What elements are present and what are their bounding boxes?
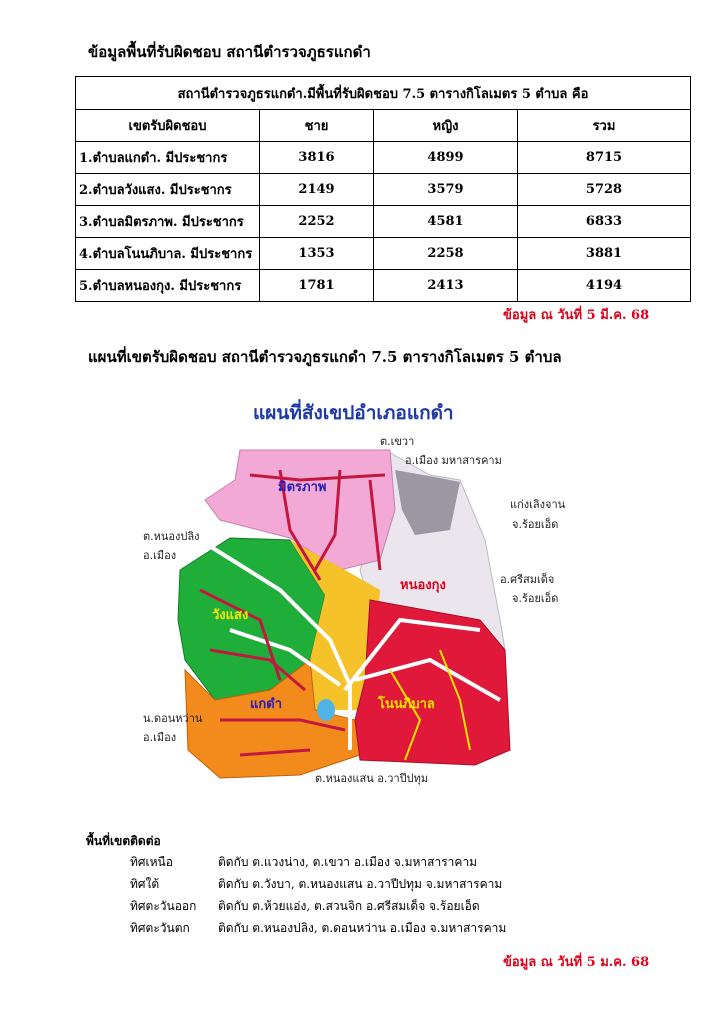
- row-name: 5.ตำบลหนองกุง. มีประชากร: [76, 270, 260, 302]
- row-male: 2252: [260, 206, 374, 238]
- section1-title: ข้อมูลพื้นที่รับผิดชอบ สถานีตำรวจภูธรแกดำ: [88, 43, 371, 61]
- zone-label-nongkung: หนองกุง: [400, 578, 446, 593]
- row-name: 2.ตำบลวังแสง. มีประชากร: [76, 174, 260, 206]
- map-title: แผนที่สังเขปอำเภอแกดำ: [253, 402, 454, 424]
- population-table: [75, 76, 691, 302]
- label-sw-2: อ.เมือง: [143, 731, 177, 744]
- label-south: ต.หนองแสน อ.วาปีปทุม: [315, 772, 429, 785]
- row-total: 6833: [518, 206, 691, 238]
- label-e-2: จ.ร้อยเอ็ด: [512, 592, 559, 605]
- label-ne-2: จ.ร้อยเอ็ด: [512, 518, 559, 531]
- header-female: หญิง: [374, 110, 518, 142]
- label-w-2: อ.เมือง: [143, 549, 177, 562]
- row-male: 3816: [260, 142, 374, 174]
- border-dir-south: ทิศใต้: [130, 877, 160, 891]
- pond: [317, 699, 335, 721]
- label-sw-1: น.ดอนหว่าน: [143, 712, 203, 725]
- table-row: [76, 270, 691, 302]
- border-dir-west: ทิศตะวันตก: [130, 921, 190, 935]
- zone-label-kaedam: แกดำ: [250, 697, 282, 712]
- row-male: 1353: [260, 238, 374, 270]
- label-north-1: ต.เขวา: [380, 435, 415, 448]
- label-w-1: ต.หนองปลิง: [143, 530, 200, 543]
- row-name: 1.ตำบลแกดำ. มีประชากร: [76, 142, 260, 174]
- border-text-east: ติดกับ ต.ห้วยแอ่ง, ต.สวนจิก อ.ศรีสมเด็จ จ.ร้อยเอ็ด: [218, 899, 480, 913]
- border-text-north: ติดกับ ต.แวงน่าง, ต.เขวา อ.เมือง จ.มหาสาราคาม: [218, 855, 478, 869]
- table-row: [76, 206, 691, 238]
- zone-label-nonphiban: โนนภิบาล: [378, 697, 435, 712]
- border-dir-north: ทิศเหนือ: [130, 855, 173, 869]
- row-total: 5728: [518, 174, 691, 206]
- row-female: 2413: [374, 270, 518, 302]
- border-text-west: ติดกับ ต.หนองปลิง, ต.ดอนหว่าน อ.เมือง จ.มหาสารคาม: [218, 921, 507, 935]
- source-note-2: ข้อมูล ณ วันที่ 5 ม.ค. 68: [503, 955, 650, 970]
- source-note: ข้อมูล ณ วันที่ 5 มี.ค. 68: [503, 308, 650, 323]
- row-male: 1781: [260, 270, 374, 302]
- row-total: 3881: [518, 238, 691, 270]
- row-female: 4581: [374, 206, 518, 238]
- label-e-1: อ.ศรีสมเด็จ: [500, 573, 555, 586]
- zone-label-wangsaeng: วังแสง: [212, 608, 249, 623]
- label-ne-1: แก่งเลิงจาน: [510, 498, 566, 511]
- row-name: 4.ตำบลโนนภิบาล. มีประชากร: [76, 238, 260, 270]
- row-female: 4899: [374, 142, 518, 174]
- table-header-row: [76, 110, 691, 142]
- border-text-south: ติดกับ ต.วังบา, ต.หนองแสน อ.วาปีปทุม จ.มหาสารคาม: [218, 877, 503, 891]
- table-row: [76, 238, 691, 270]
- district-map: [140, 420, 560, 800]
- row-female: 3579: [374, 174, 518, 206]
- borders-heading: พื้นที่เขตติดต่อ: [86, 834, 161, 848]
- header-total: รวม: [518, 110, 691, 142]
- table-row: [76, 142, 691, 174]
- border-dir-east: ทิศตะวันออก: [130, 899, 197, 913]
- header-area: เขตรับผิดชอบ: [76, 110, 260, 142]
- zone-label-mittraphap: มิตรภาพ: [278, 480, 327, 495]
- row-female: 2258: [374, 238, 518, 270]
- table-title: สถานีตำรวจภูธรแกดำ.มีพื้นที่รับผิดชอบ 7.5 ตารางกิโลเมตร 5 ตำบล คือ: [76, 77, 691, 110]
- row-total: 4194: [518, 270, 691, 302]
- table-row: [76, 174, 691, 206]
- row-male: 2149: [260, 174, 374, 206]
- label-north-2: อ.เมือง มหาสารคาม: [405, 454, 502, 467]
- row-total: 8715: [518, 142, 691, 174]
- header-male: ชาย: [260, 110, 374, 142]
- row-name: 3.ตำบลมิตรภาพ. มีประชากร: [76, 206, 260, 238]
- section2-title: แผนที่เขตรับผิดชอบ สถานีตำรวจภูธรแกดำ 7.5 ตารางกิโลเมตร 5 ตำบล: [88, 348, 562, 366]
